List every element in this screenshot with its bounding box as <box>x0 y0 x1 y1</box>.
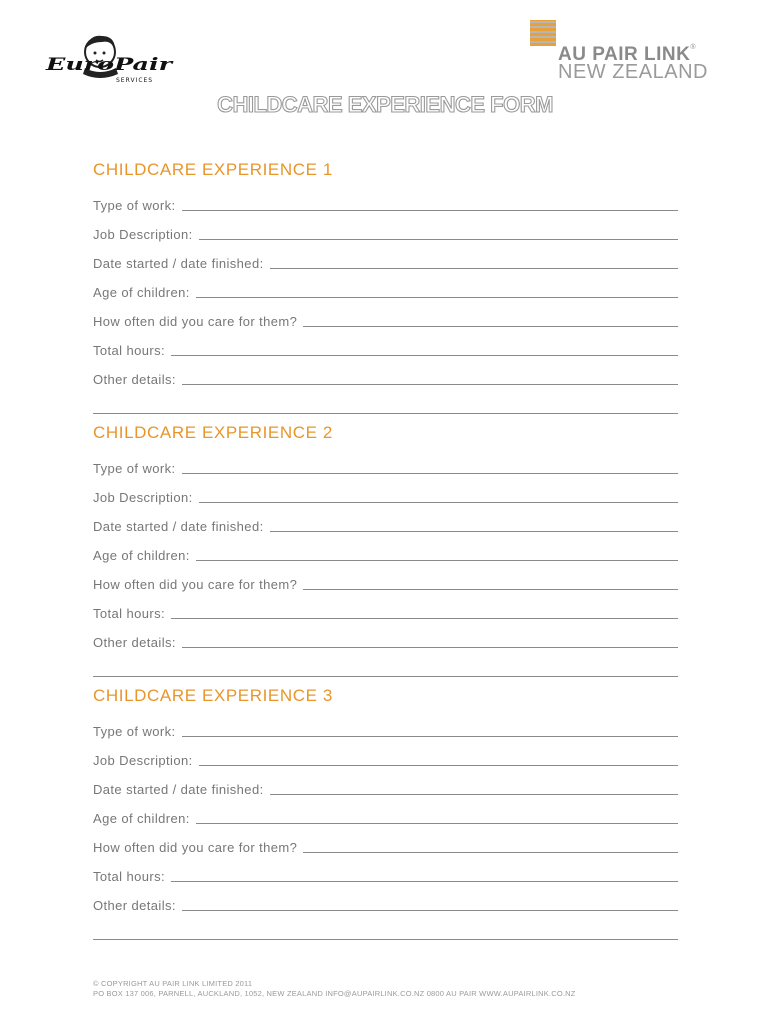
logo-wordmark-left: EuroPair <box>44 55 174 75</box>
field-answer-line[interactable] <box>270 517 678 532</box>
field-label: Age of children: <box>93 285 190 300</box>
field-answer-line[interactable] <box>199 751 678 766</box>
form-field <box>93 543 678 563</box>
form-field <box>93 893 678 913</box>
striped-logo-icon <box>530 20 556 46</box>
field-label: Total hours: <box>93 343 166 358</box>
form-field <box>93 309 678 329</box>
logo-country: NEW ZEALAND <box>558 61 708 83</box>
form-field <box>93 338 678 358</box>
field-answer-line[interactable] <box>196 283 678 298</box>
footer-copyright: © COPYRIGHT AU PAIR LINK LIMITED 2011 <box>93 979 253 988</box>
field-answer-line[interactable] <box>270 780 678 795</box>
logo-name: AU PAIR LINK® <box>558 44 696 65</box>
section-title: CHILDCARE EXPERIENCE 2 <box>93 423 333 442</box>
field-answer-line[interactable] <box>182 633 678 648</box>
field-label: Job Description: <box>93 753 193 768</box>
form-field <box>93 485 678 505</box>
footer-address: PO BOX 137 006, PARNELL, AUCKLAND, 1052, NEW ZEALAND INFO@AUPAIRLINK.CO.NZ 0800 AU PAIR WWW.AUPAIRLINK.CO.NZ <box>93 989 576 998</box>
field-label: Age of children: <box>93 811 190 826</box>
form-field <box>93 630 678 650</box>
section-title: CHILDCARE EXPERIENCE 1 <box>93 160 333 179</box>
field-answer-line[interactable] <box>171 867 678 882</box>
field-label: Total hours: <box>93 606 166 621</box>
field-answer-line[interactable] <box>171 604 678 619</box>
field-answer-line[interactable] <box>199 488 678 503</box>
field-label: Date started / date finished: <box>93 256 264 271</box>
form-field <box>93 193 678 213</box>
field-answer-line[interactable] <box>182 459 678 474</box>
field-label: Date started / date finished: <box>93 519 264 534</box>
field-answer-line[interactable] <box>182 896 678 911</box>
logo-tagline: SERVICES <box>116 77 154 84</box>
field-label: Age of children: <box>93 548 190 563</box>
field-label: Job Description: <box>93 227 193 242</box>
form-field <box>93 777 678 797</box>
field-answer-line[interactable] <box>303 312 678 327</box>
footer <box>93 979 576 999</box>
field-label: Other details: <box>93 898 176 913</box>
field-label: Type of work: <box>93 198 176 213</box>
field-label: How often did you care for them? <box>93 577 298 592</box>
field-answer-line[interactable] <box>303 838 678 853</box>
form-title: CHILDCARE EXPERIENCE FORM <box>217 92 553 117</box>
extra-answer-line[interactable] <box>93 676 678 677</box>
trademark-symbol: ® <box>690 44 696 51</box>
field-answer-line[interactable] <box>270 254 678 269</box>
field-answer-line[interactable] <box>303 575 678 590</box>
form-field <box>93 280 678 300</box>
form-field <box>93 456 678 476</box>
extra-answer-line[interactable] <box>93 413 678 414</box>
form-field <box>93 222 678 242</box>
field-label: Job Description: <box>93 490 193 505</box>
form-field <box>93 748 678 768</box>
form-field <box>93 864 678 884</box>
field-label: Date started / date finished: <box>93 782 264 797</box>
form-field <box>93 514 678 534</box>
field-answer-line[interactable] <box>171 341 678 356</box>
field-label: Type of work: <box>93 724 176 739</box>
field-label: How often did you care for them? <box>93 314 298 329</box>
europair-logo <box>44 30 174 85</box>
field-label: Type of work: <box>93 461 176 476</box>
form-field <box>93 251 678 271</box>
section-title: CHILDCARE EXPERIENCE 3 <box>93 686 333 705</box>
field-label: Total hours: <box>93 869 166 884</box>
field-answer-line[interactable] <box>199 225 678 240</box>
field-label: How often did you care for them? <box>93 840 298 855</box>
field-label: Other details: <box>93 372 176 387</box>
extra-answer-line[interactable] <box>93 939 678 940</box>
field-answer-line[interactable] <box>196 809 678 824</box>
field-answer-line[interactable] <box>182 722 678 737</box>
form-field <box>93 719 678 739</box>
field-label: Other details: <box>93 635 176 650</box>
form-field <box>93 601 678 621</box>
form-field <box>93 835 678 855</box>
form-field <box>93 806 678 826</box>
au-pair-link-logo <box>520 18 720 82</box>
form-field <box>93 572 678 592</box>
field-answer-line[interactable] <box>182 370 678 385</box>
field-answer-line[interactable] <box>182 196 678 211</box>
field-answer-line[interactable] <box>196 546 678 561</box>
form-field <box>93 367 678 387</box>
